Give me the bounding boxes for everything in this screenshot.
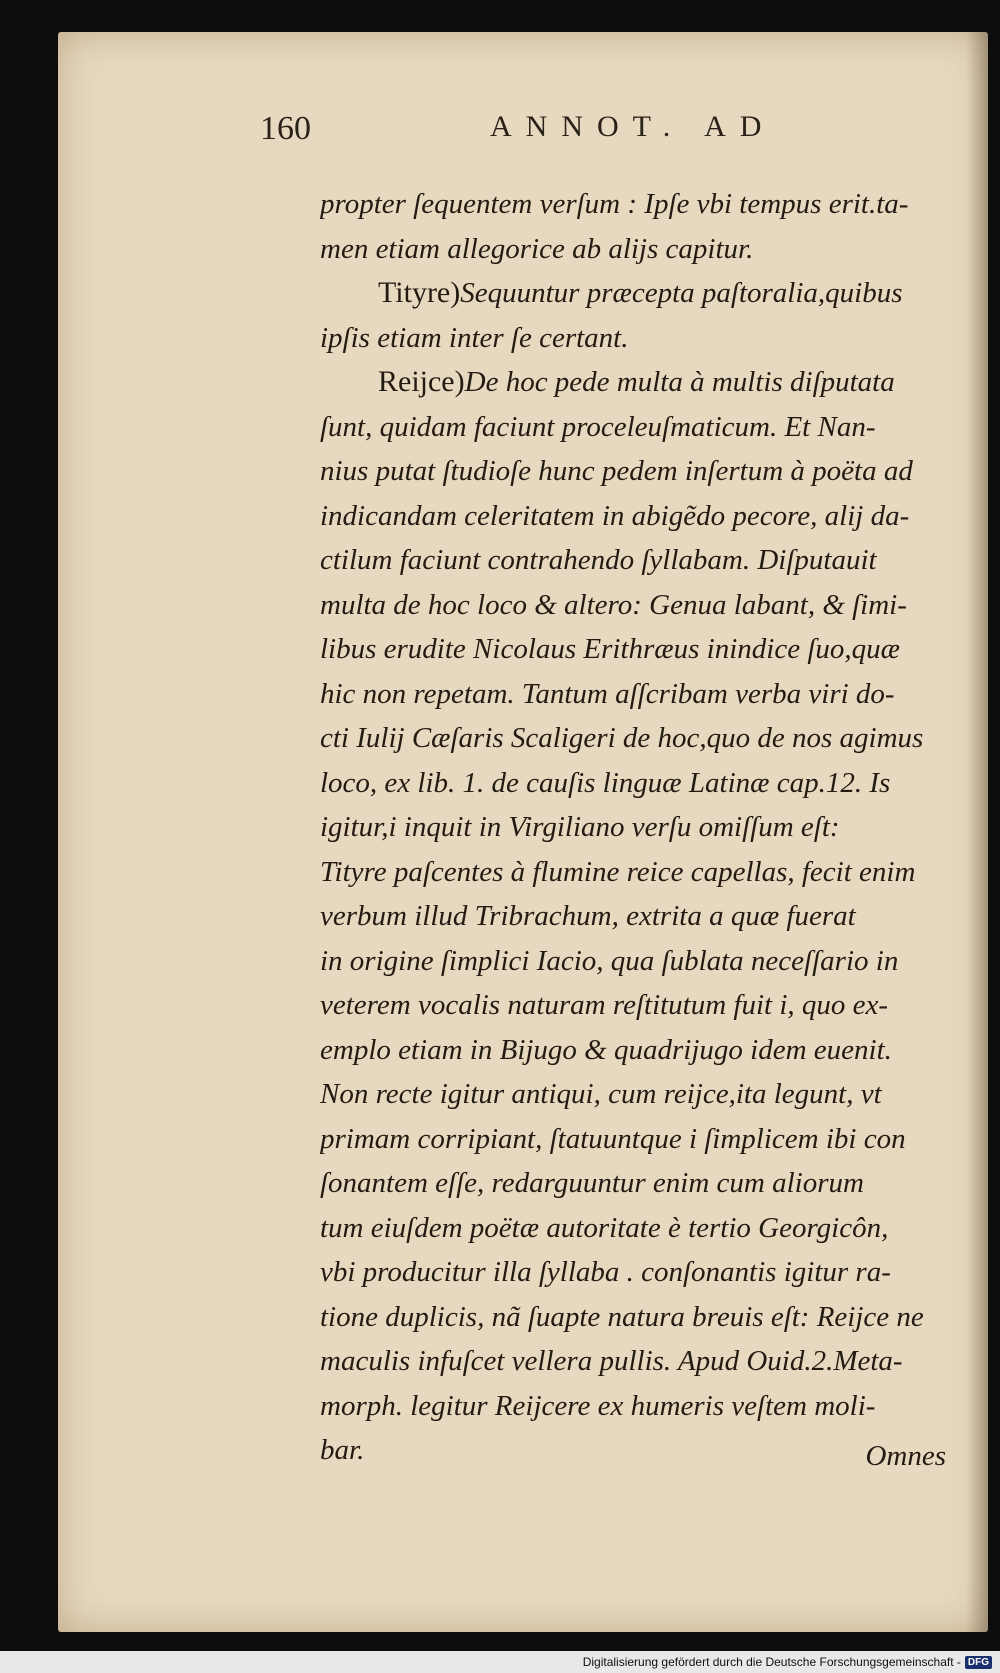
text-line: indicandam celeritatem in abigẽdo pecore, alij da-: [320, 499, 910, 532]
text-line: propter ſequentem verſum : Ipſe vbi tempus erit.ta-: [320, 188, 909, 220]
text-line: in origine ſimplici Iacio, qua ſublata neceſſario in: [320, 944, 899, 977]
dfg-logo: DFG: [965, 1656, 992, 1669]
text-line: morph. legitur Reijcere ex humeris veſtem moli-: [320, 1389, 876, 1422]
text-line: men etiam allegorice ab aliјs capitur.: [320, 232, 754, 265]
text-line: ctilum faciunt contrahendo ſyllabam. Diſputauit: [320, 544, 877, 576]
text-run: De hoc pede multa à multis diſputata: [464, 366, 895, 398]
text-line: primam corripiant, ſtatuuntque i ſimplicem ibi con: [320, 1122, 906, 1155]
page-header: [260, 110, 948, 150]
text-line: tum eiuſdem poëtæ autoritate è tertio Georgicôn,: [320, 1211, 889, 1244]
text-line: nius putat ſtudioſe hunc pedem inſertum à poëta ad: [320, 455, 913, 487]
text-line: Non recte igitur antiqui, cum reijce,ita legunt, vt: [320, 1078, 882, 1110]
text-run: Sequuntur præcepta paſtoralia,quibus: [460, 277, 903, 309]
text-line: maculis infuſcet vellera pullis. Apud Ouid.2.Meta-: [320, 1345, 903, 1377]
book-page: [58, 32, 988, 1632]
page-number: 160: [260, 110, 311, 147]
text-line: ſonantem eſſe, redarguuntur enim cum aliorum: [320, 1167, 864, 1199]
credit-text: Digitalisierung gefördert durch die Deutsche Forschungsgemeinschaft -: [582, 1655, 961, 1669]
annotation-text: [320, 182, 1000, 1473]
lemma: Tityre): [378, 276, 461, 309]
text-line: multa de hoc loco & altero: Genua labant, & ſimi-: [320, 588, 907, 621]
catchword: Omnes: [865, 1440, 946, 1472]
digitization-credit-bar: [0, 1651, 1000, 1673]
text-line: [320, 360, 1000, 405]
text-line: loco, ex lib. 1. de cauſis linguæ Latinæ cap.12. Is: [320, 766, 891, 799]
text-line: bar.: [320, 1434, 365, 1466]
lemma: Reijce): [378, 365, 465, 398]
running-head: ANNOT. AD: [490, 110, 776, 143]
text-line: cti Iulij Cæſaris Scaligeri de hoc,quo de nos agimus: [320, 722, 924, 754]
text-line: [320, 271, 1000, 316]
text-line: Tityre paſcentes à flumine reice capellas, fecit enim: [320, 855, 916, 888]
text-line: ipſis etiam inter ſe certant.: [320, 321, 629, 354]
text-line: emplo etiam in Bijugo & quadrijugo idem euenit.: [320, 1033, 892, 1066]
text-line: vbi producitur illa ſyllaba . conſonantis igitur ra-: [320, 1256, 891, 1288]
text-line: veterem vocalis naturam reſtitutum fuit i, quo ex-: [320, 989, 889, 1021]
text-line: ſunt, quidam faciunt proceleuſmaticum. Et Nan-: [320, 410, 876, 443]
text-line: verbum illud Tribrachum, extrita a quæ fuerat: [320, 900, 856, 932]
text-line: igitur,i inquit in Virgiliano verſu omiſſum eſt:: [320, 811, 840, 843]
text-line: tione duplicis, nã ſuapte natura breuis eſt: Reijce ne: [320, 1300, 924, 1333]
text-line: libus erudite Nicolaus Erithræus inindice ſuo,quæ: [320, 633, 900, 665]
text-line: hic non repetam. Tantum aſſcribam verba viri do-: [320, 677, 895, 710]
